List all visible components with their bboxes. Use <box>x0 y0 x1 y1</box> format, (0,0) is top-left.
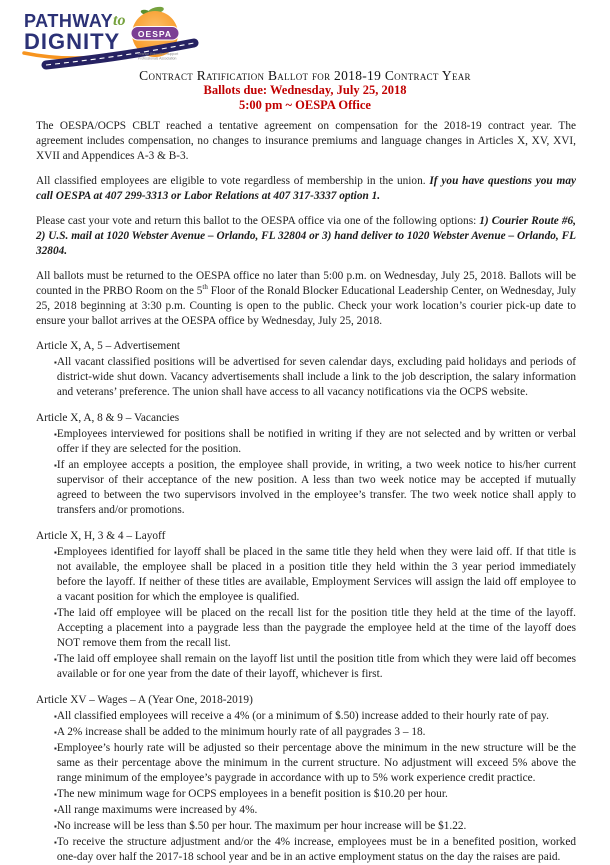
bullet-text: The new minimum wage for OCPS employees in a benefit position is $10.20 per hour. <box>56 788 448 800</box>
logo-pathway-text: PATHWAY <box>24 11 114 31</box>
paragraph-eligibility <box>36 174 576 204</box>
bullet-marker-icon: ▪ <box>54 461 57 470</box>
bullet-item <box>36 652 576 682</box>
paragraph-return-options <box>36 214 576 259</box>
bullet-item <box>36 741 576 786</box>
bullet-item <box>36 819 576 834</box>
bullet-text: Employees identified for layoff shall be placed in the same title they held when they were laid off. If that title is not available, the employee shall be placed in a position title they held within the 3 year period immediately before the layoff. If neither of these titles are available, Employment Services will assign the laid off employee to a vacant position for which the employee is qualified. <box>56 546 576 603</box>
bullet-text: To receive the structure adjustment and/or the 4% increase, employees must be in a benefited position, worked one-day over half the 2017-18 school year and be in an active employment status on the day the raises are paid. <box>56 836 576 863</box>
bullet-item <box>36 458 576 518</box>
paragraph-agreement: The OESPA/OCPS CBLT reached a tentative agreement on compensation for the 2018-19 contract year. The agreement includes compensation, no changes to insurance premiums and language changes in Articles X, XV, XVI, XVII and Appendices A-3 & B-3. <box>36 120 576 162</box>
bullet-text: All range maximums were increased by 4%. <box>56 804 258 816</box>
org-name-line1: Orange Education Support <box>138 52 179 56</box>
section-heading: Article X, H, 3 & 4 – Layoff <box>36 530 166 542</box>
return-options-text: 1) Courier Route #6, 2) U.S. mail at 1020 Webster Avenue – Orlando, FL 32804 or 3) hand deliver to 1020 Webster Avenue – Orlando, FL 32804. <box>36 215 576 257</box>
bullet-marker-icon: ▪ <box>54 430 57 439</box>
paragraph-deadline <box>36 269 576 329</box>
org-name-line2: Professionals Association <box>138 56 177 61</box>
ordinal-superscript: th <box>202 283 208 292</box>
oespa-banner-text: OESPA <box>137 28 173 39</box>
bullet-marker-icon: ▪ <box>54 548 57 557</box>
bullet-marker-icon: ▪ <box>54 822 57 831</box>
eligibility-text: All classified employees are eligible to vote regardless of membership in the union. <box>36 175 430 187</box>
bullet-item <box>36 725 576 740</box>
bullet-text: Employee’s hourly rate will be adjusted so their percentage above the minimum in the new structure will be the same as their percentage above the minimum in the current structure. No adjustment will exceed 5% above the range minimum of the employee’s paygrade in accordance with up to 5% work experience credit practice. <box>56 742 576 784</box>
bullet-item <box>36 545 576 605</box>
bullet-marker-icon: ▪ <box>54 728 57 737</box>
bullet-marker-icon: ▪ <box>54 744 57 753</box>
questions-contact-text: If you have questions you may call OESPA at 407 299-3313 or Labor Relations at 407 317-3337 option 1. <box>36 175 576 202</box>
bullet-text: The laid off employee will be placed on the recall list for the position title they held at the time of the layoff. Accepting a placement into a paygrade less than the paygrade the employee held at the time of the layoff does NOT remove them from the recall list. <box>56 607 576 649</box>
bullet-text: The laid off employee shall remain on the layoff list until the position title from which they were laid off becomes available or for one year from the date of their layoff, whichever is first. <box>56 653 576 680</box>
document-body <box>0 113 610 865</box>
article-section <box>36 339 576 400</box>
article-sections <box>36 339 576 865</box>
bullet-item <box>36 803 576 818</box>
bullet-item <box>36 835 576 865</box>
ballots-due-line: Ballots due: Wednesday, July 25, 2018 <box>203 83 407 97</box>
bullet-marker-icon: ▪ <box>54 838 57 847</box>
document-title: Contract Ratification Ballot for 2018-19 Contract Year <box>139 68 471 83</box>
bullet-marker-icon: ▪ <box>54 712 57 721</box>
title-block <box>0 68 610 113</box>
bullet-item <box>36 787 576 802</box>
due-time-line: 5:00 pm ~ OESPA Office <box>239 98 371 112</box>
return-instructions-text: Please cast your vote and return this ballot to the OESPA office via one of the following options: <box>36 215 480 227</box>
bullet-item <box>36 427 576 457</box>
bullet-marker-icon: ▪ <box>54 806 57 815</box>
section-heading: Article X, A, 8 & 9 – Vacancies <box>36 412 180 424</box>
section-heading: Article XV – Wages – A (Year One, 2018-2019) <box>36 694 253 706</box>
bullet-text: A 2% increase shall be added to the minimum hourly rate of all paygrades 3 – 18. <box>56 726 426 738</box>
bullet-text: All classified employees will receive a 4% (or a minimum of $.50) increase added to their hourly rate of pay. <box>56 710 549 722</box>
bullet-marker-icon: ▪ <box>54 609 57 618</box>
bullet-marker-icon: ▪ <box>54 790 57 799</box>
article-section <box>36 529 576 682</box>
article-section <box>36 411 576 518</box>
deadline-text-1: All ballots must be returned to the OESPA office no later than 5:00 p.m. on Wednesday, July 25, 2018. Ballots will be counted in the PRBO Room on the 5 <box>36 270 576 297</box>
bullet-item <box>36 606 576 651</box>
bullet-text: All vacant classified positions will be advertised for seven calendar days, excluding paid holidays and periods of district-wide shut down. Vacancy advertisements shall include a link to the job description, the salary information and veterans’ preference. The union shall have access to all vacancy notifications via the OCPS website. <box>56 356 576 398</box>
section-heading: Article X, A, 5 – Advertisement <box>36 340 181 352</box>
bullet-item <box>36 709 576 724</box>
bullet-marker-icon: ▪ <box>54 358 57 367</box>
logo-row <box>0 0 610 66</box>
bullet-text: If an employee accepts a position, the employee shall provide, in writing, a two week notice to his/her current supervisor of their acceptance of the new position. A less than two week notice may be accepted if mutually agreed to between the two supervisors involved in the employee’s transfer. The two week notice shall apply to transfers and/or promotions. <box>56 459 576 516</box>
article-section <box>36 693 576 865</box>
bullet-item <box>36 355 576 400</box>
bullet-text: No increase will be less than $.50 per hour. The maximum per hour increase will be $1.22. <box>56 820 467 832</box>
oespa-logo <box>16 4 198 66</box>
bullet-marker-icon: ▪ <box>54 655 57 664</box>
bullet-text: Employees interviewed for positions shall be notified in writing if they are not selected and by written or verbal offer if they are selected for the position. <box>56 428 576 455</box>
deadline-text-2: Floor of the Ronald Blocker Educational Leadership Center, on Wednesday, July 25, 2018 beginning at 3:30 p.m. Counting is open to the public. Check your work location’s courier pick-up date to ensure your ballot arrives at the OESPA office by Wednesday, July 25, 2018. <box>36 285 576 327</box>
logo-to-text: to <box>113 12 126 29</box>
logo-dignity-text: DIGNITY <box>24 29 121 54</box>
